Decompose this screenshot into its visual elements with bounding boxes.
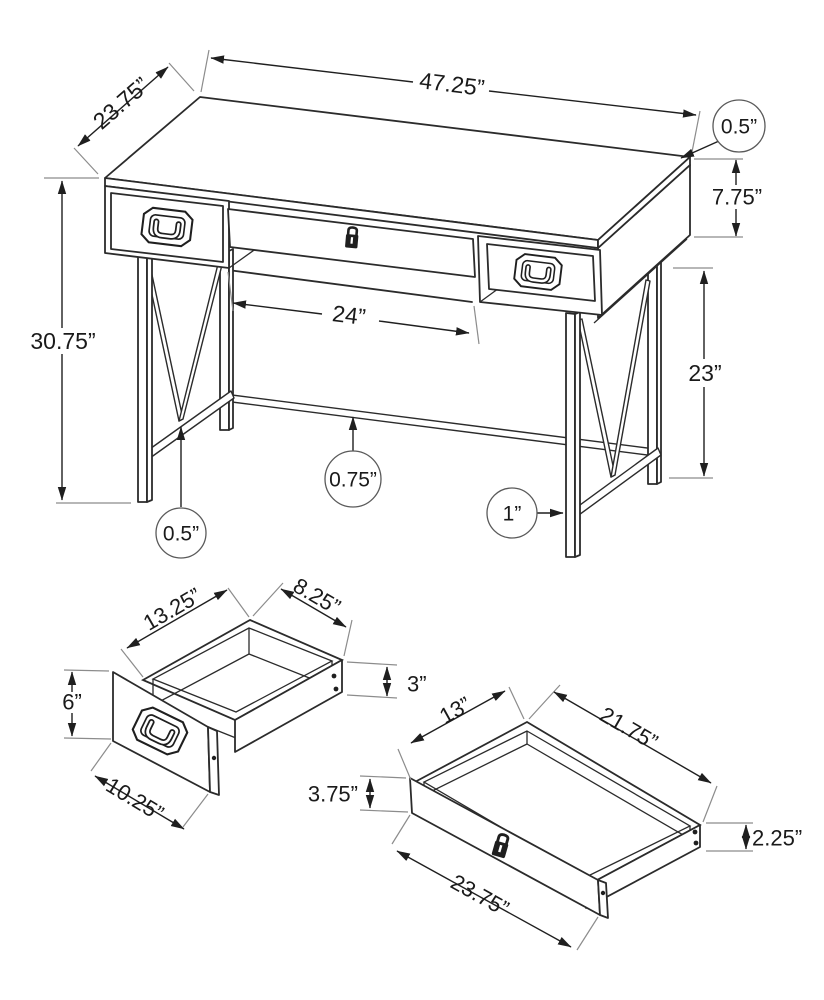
- front-right-leg: [566, 312, 580, 557]
- dim-sd-length: 13.25”: [138, 582, 206, 636]
- dim-sd-front-height: 6”: [62, 689, 82, 715]
- right-drawer-handle: [513, 253, 562, 291]
- dim-overall-height: 30.75”: [30, 328, 96, 355]
- left-drawer-handle: [141, 207, 194, 247]
- front-panel-edge: [598, 880, 608, 918]
- front-left-leg: [138, 255, 152, 502]
- right-wall: [235, 660, 342, 752]
- dim-knee-width: 24”: [330, 300, 368, 330]
- dim-stretcher: 0.75”: [329, 468, 377, 492]
- dim-top-thickness: 0.5”: [720, 115, 758, 139]
- desk-view: [30, 50, 765, 558]
- dim-desk-width: 47.25”: [418, 67, 486, 101]
- small-drawer-box: [113, 620, 342, 795]
- dim-side-height: 7.75”: [711, 184, 763, 210]
- desk-body: [105, 97, 690, 323]
- left-v-brace: [145, 252, 225, 421]
- dim-ld-front-width: 23.75”: [446, 869, 514, 922]
- dim-leg-height: 23”: [688, 360, 722, 387]
- large-drawer-view: [308, 685, 802, 950]
- dim-ld-box-height: 2.25”: [752, 825, 803, 851]
- bottom-stretcher-bar: [224, 394, 655, 456]
- dim-ld-width: 21.75”: [595, 701, 663, 755]
- dim-sd-box-height: 3”: [407, 671, 427, 697]
- dim-desk-depth: 23.75”: [87, 71, 155, 135]
- dim-leg: 1”: [502, 502, 522, 526]
- dim-sd-width: 8.25”: [288, 572, 345, 620]
- dim-ld-length: 13”: [435, 691, 476, 729]
- dim-wire: 0.5”: [162, 522, 200, 546]
- back-apron-bottom-edge: [228, 270, 472, 302]
- dim-sd-front-width: 10.25”: [101, 772, 169, 826]
- small-drawer-view: [62, 573, 426, 829]
- large-drawer-dimensions: [308, 685, 802, 950]
- dim-ld-front-height: 3.75”: [307, 781, 358, 807]
- front-panel-edge: [208, 727, 219, 795]
